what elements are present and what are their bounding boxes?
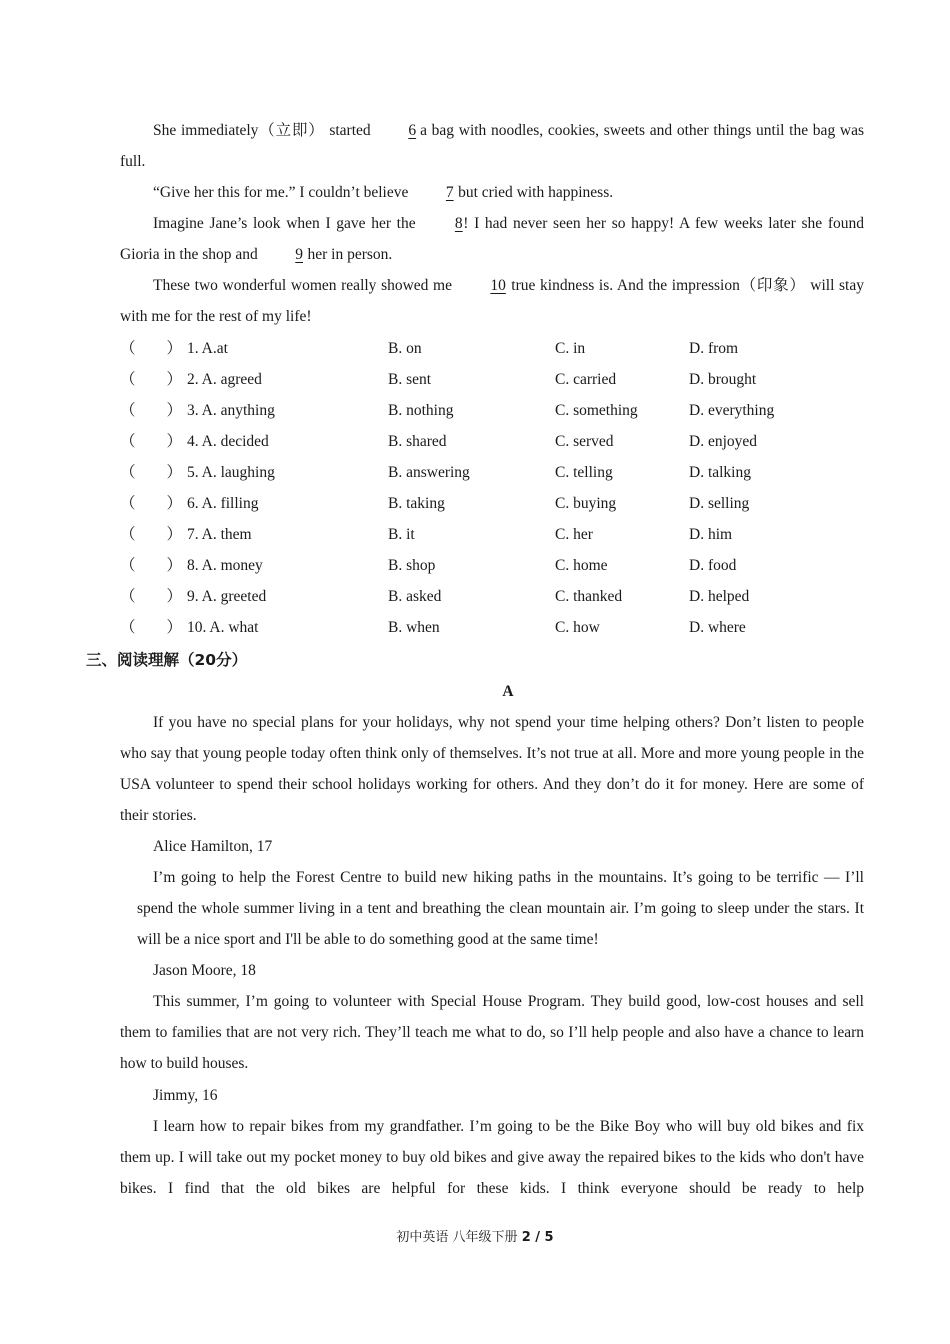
text-segment: her in person.: [303, 246, 393, 263]
answer-paren: （ ）: [120, 588, 183, 605]
option-b: B. asked: [388, 588, 442, 605]
question-stem: 2. A. agreed: [187, 371, 262, 388]
text-segment: “Give her this for me.” I couldn’t believe: [153, 184, 413, 201]
option-d: D. him: [689, 526, 733, 543]
story-2: This summer, I’m going to volunteer with Special House Program. They build good, low-cost houses and sell them to families that are not very rich. They’ll teach me what to do, so I’ll help people and also have a chance to learn how to build houses.: [120, 993, 864, 1072]
option-c: C. something: [555, 402, 638, 419]
part-title: A: [502, 683, 514, 700]
question-stem: 1. A.at: [187, 340, 228, 357]
option-d: D. brought: [689, 371, 757, 388]
answer-paren: （ ）: [120, 340, 183, 357]
option-d: D. from: [689, 340, 739, 357]
story-3: I learn how to repair bikes from my grandfather. I’m going to be the Bike Boy who will buy old bikes and fix them up. I will take out my pocket money to buy old bikes and give away the repaired bikes to the kids who don't have bikes. I find that the old bikes are helpful for these kids. I think everyone should be ready to help: [120, 1118, 864, 1197]
option-b: B. when: [388, 619, 440, 636]
question-stem: 4. A. decided: [187, 433, 269, 450]
text-segment: These two wonderful women really showed me: [153, 277, 457, 294]
question-row-5: [120, 457, 880, 488]
reading-intro: If you have no special plans for your holidays, why not spend your time helping others? Don’t listen to people who say that young people today often think only of themselves. It’s not true at all. More and more young people in the USA volunteer to spend their school holidays working for others. And they don’t do it for money. Here are some of their stories.: [120, 714, 864, 824]
story-1: I’m going to help the Forest Centre to build new hiking paths in the mountains. It’s going to be terrific — I’ll spend the whole summer living in a tent and breathing the clean mountain air. I’m going to sleep under the stars. It will be a nice sport and I'll be able to do something good at the same time!: [137, 869, 864, 948]
option-c: C. telling: [555, 464, 613, 481]
question-row-10: [120, 612, 880, 643]
answer-paren: （ ）: [120, 371, 183, 388]
option-c: C. in: [555, 340, 586, 357]
question-stem: 9. A. greeted: [187, 588, 267, 605]
option-c: C. served: [555, 433, 614, 450]
option-d: D. where: [689, 619, 746, 636]
page-footer: [0, 1226, 950, 1250]
option-c: C. how: [555, 619, 600, 636]
option-b: B. taking: [388, 495, 445, 512]
answer-paren: （ ）: [120, 433, 183, 450]
blank-7: 7: [445, 184, 454, 201]
option-d: D. food: [689, 557, 737, 574]
passage-paragraph-4: [120, 270, 864, 332]
option-d: D. helped: [689, 588, 750, 605]
answer-paren: （ ）: [120, 557, 183, 574]
blank-8: 8: [454, 215, 463, 232]
speaker-name-3: Jimmy, 16: [153, 1087, 218, 1104]
answer-paren: （ ）: [120, 495, 183, 512]
option-b: B. shared: [388, 433, 447, 450]
question-stem: 5. A. laughing: [187, 464, 275, 481]
question-row-1: [120, 333, 880, 364]
option-d: D. enjoyed: [689, 433, 758, 450]
option-c: C. buying: [555, 495, 617, 512]
question-stem: 10. A. what: [187, 619, 259, 636]
passage-paragraph-2: [120, 177, 864, 208]
option-b: B. nothing: [388, 402, 454, 419]
text-segment: true kindness is. And the impression（印象） will stay with me for the rest of my life!: [120, 277, 864, 325]
question-row-9: [120, 581, 880, 612]
answer-paren: （ ）: [120, 619, 183, 636]
blank-10: 10: [490, 277, 506, 294]
question-row-3: [120, 395, 880, 426]
text-segment: ! I had never seen her so happy! A few weeks later she found Gioria in the shop and: [120, 215, 864, 263]
option-c: C. home: [555, 557, 608, 574]
speaker-name-1: Alice Hamilton, 17: [153, 838, 273, 855]
question-stem: 8. A. money: [187, 557, 263, 574]
section-heading: 三、阅读理解（20分）: [86, 651, 248, 669]
option-d: D. selling: [689, 495, 750, 512]
question-stem: 7. A. them: [187, 526, 252, 543]
blank-6: 6: [408, 122, 417, 139]
passage-paragraph-3: [120, 208, 864, 270]
speaker-name-2: Jason Moore, 18: [153, 962, 256, 979]
question-stem: 3. A. anything: [187, 402, 275, 419]
option-b: B. it: [388, 526, 415, 543]
passage-paragraph-1: [120, 115, 864, 177]
option-d: D. talking: [689, 464, 751, 481]
option-b: B. answering: [388, 464, 470, 481]
answer-paren: （ ）: [120, 464, 183, 481]
option-c: C. carried: [555, 371, 617, 388]
option-d: D. everything: [689, 402, 775, 419]
question-row-6: [120, 488, 880, 519]
text-segment: but cried with happiness.: [454, 184, 614, 201]
question-row-2: [120, 364, 880, 395]
option-b: B. shop: [388, 557, 436, 574]
text-segment: Imagine Jane’s look when I gave her the: [153, 215, 422, 232]
option-b: B. on: [388, 340, 422, 357]
page-number: 2 / 5: [521, 1230, 554, 1245]
question-row-8: [120, 550, 880, 581]
text-segment: a bag with noodles, cookies, sweets and other things until the bag was full.: [120, 122, 865, 170]
blank-9: 9: [295, 246, 304, 263]
question-row-4: [120, 426, 880, 457]
text-segment: She immediately（立即） started: [153, 122, 376, 139]
answer-paren: （ ）: [120, 526, 183, 543]
option-c: C. thanked: [555, 588, 623, 605]
option-b: B. sent: [388, 371, 432, 388]
question-stem: 6. A. filling: [187, 495, 259, 512]
option-c: C. her: [555, 526, 593, 543]
answer-paren: （ ）: [120, 402, 183, 419]
question-row-7: [120, 519, 880, 550]
footer-text: 初中英语 八年级下册: [396, 1230, 522, 1245]
